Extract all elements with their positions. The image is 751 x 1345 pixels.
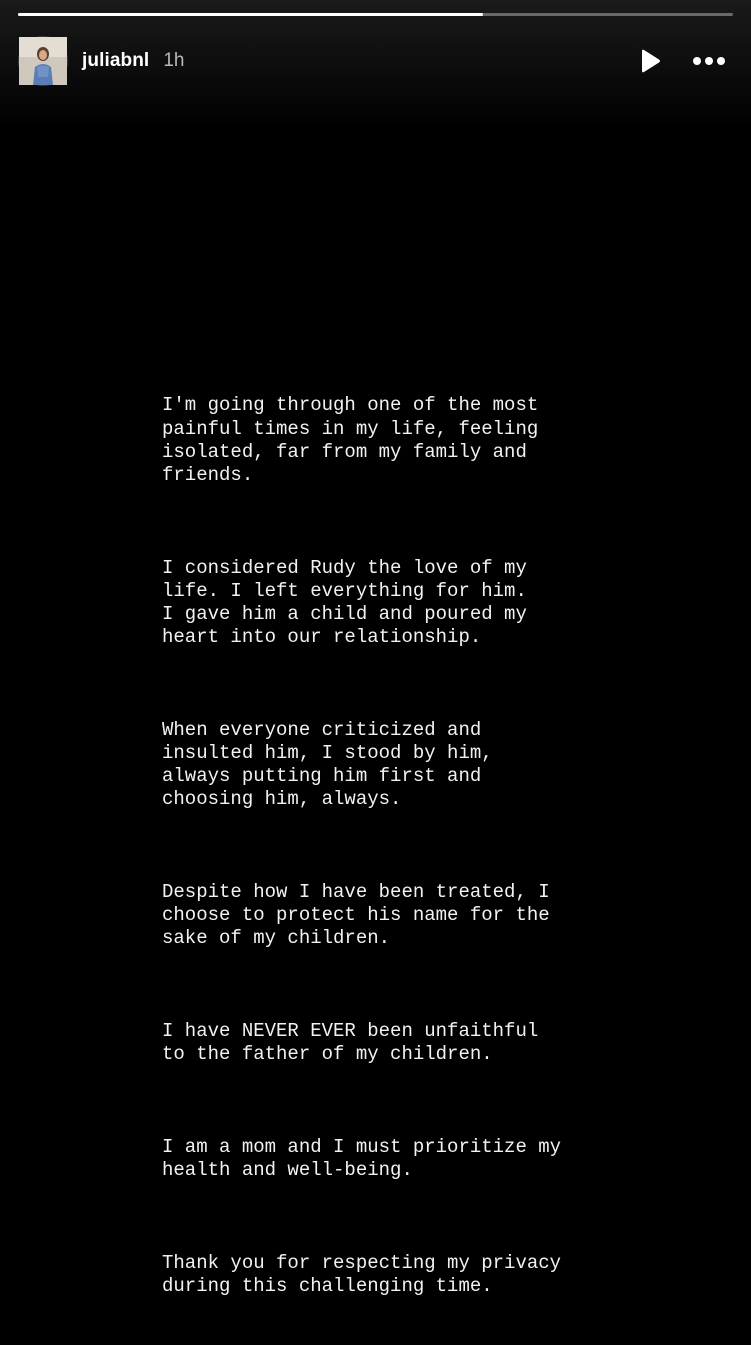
story-paragraph: I am a mom and I must prioritize my health and well-being. <box>162 1135 562 1182</box>
story-text <box>162 348 622 1345</box>
story-paragraph: I have NEVER EVER been unfaithful to the father of my children. <box>162 1020 539 1066</box>
story-paragraph: Thank you for respecting my privacy during this challenging time. <box>162 1251 562 1297</box>
username[interactable]: juliabnl <box>82 50 150 71</box>
post-timestamp: 1h <box>163 50 185 71</box>
play-button[interactable] <box>635 46 665 76</box>
story-paragraph: When everyone criticized and insulted him, I stood by him, always putting him first and choosing him, always. <box>162 718 493 811</box>
story-progress-fill <box>18 13 483 16</box>
story-paragraph: I'm going through one of the most painful times in my life, feeling isolated, far from my family and friends. <box>162 394 539 487</box>
story-paragraph: I considered Rudy the love of my life. I left everything for him. I gave him a child and poured my heart into our relationship. <box>162 556 527 649</box>
more-options-button[interactable] <box>689 46 729 76</box>
avatar[interactable] <box>18 36 68 86</box>
story-header <box>18 36 733 86</box>
story-paragraph: Despite how I have been treated, I choose to protect his name for the sake of my children. <box>162 881 550 950</box>
play-icon <box>638 48 662 74</box>
more-options-icon <box>692 56 726 66</box>
story-progress-bar <box>18 13 733 16</box>
avatar-image <box>19 37 67 85</box>
